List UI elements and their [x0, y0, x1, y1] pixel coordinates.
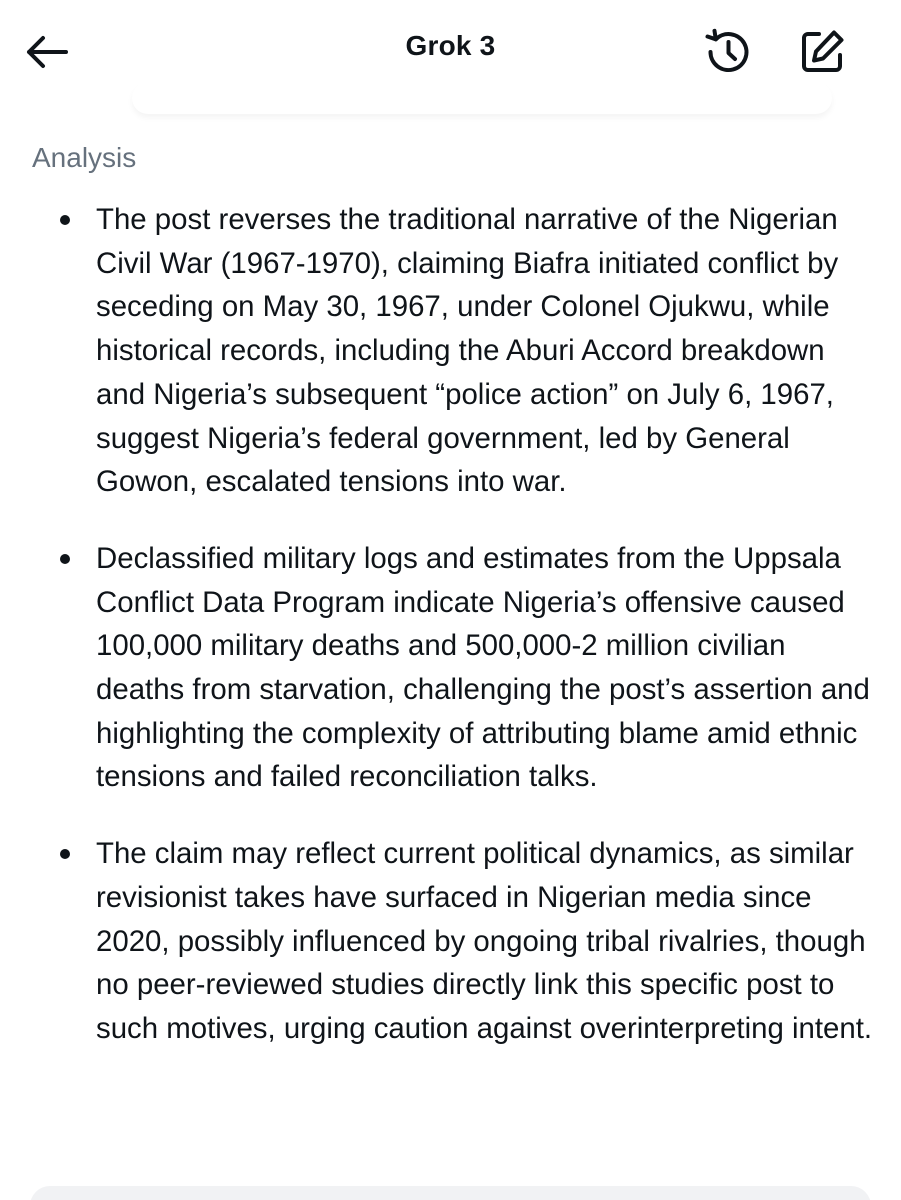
analysis-list	[0, 198, 901, 1084]
page-title: Grok 3	[405, 30, 496, 61]
history-button[interactable]	[700, 26, 756, 78]
previous-message-card	[132, 82, 832, 114]
message-input-bar[interactable]	[30, 1186, 871, 1200]
compose-icon	[797, 27, 847, 77]
new-chat-button[interactable]	[794, 26, 850, 78]
list-item-text: The claim may reflect current political dynamics, as similar revisionist takes have surfaced in Nigerian media since 2020, possibly influenced by ongoing tribal rivalries, though no peer-reviewed studies directly link this specific post to such motives, urging caution against overinterpreting intent.	[96, 837, 873, 1045]
bullet-icon	[60, 849, 70, 859]
bullet-icon	[60, 215, 70, 225]
list-item-text: Declassified military logs and estimates from the Uppsala Conflict Data Program indicate Nigeria’s offensive caused 100,000 military deaths and 500,000-2 million civilian deaths from starvation, challenging the post’s assertion and highlighting the complexity of attributing blame amid ethnic tensions and failed reconciliation talks.	[96, 541, 870, 794]
list-item	[0, 537, 901, 799]
list-item	[0, 198, 901, 504]
history-icon	[703, 27, 753, 77]
list-item-text: The post reverses the traditional narrative of the Nigerian Civil War (1967-1970), claiming Biafra initiated conflict by seceding on May 30, 1967, under Colonel Ojukwu, while historical records, including the Aburi Accord breakdown and Nigeria’s subsequent “police action” on July 6, 1967, suggest Nigeria’s federal government, led by General Gowon, escalated tensions into war.	[96, 203, 839, 499]
list-item	[0, 832, 901, 1051]
bullet-icon	[60, 554, 70, 564]
section-heading: Analysis	[32, 142, 137, 173]
